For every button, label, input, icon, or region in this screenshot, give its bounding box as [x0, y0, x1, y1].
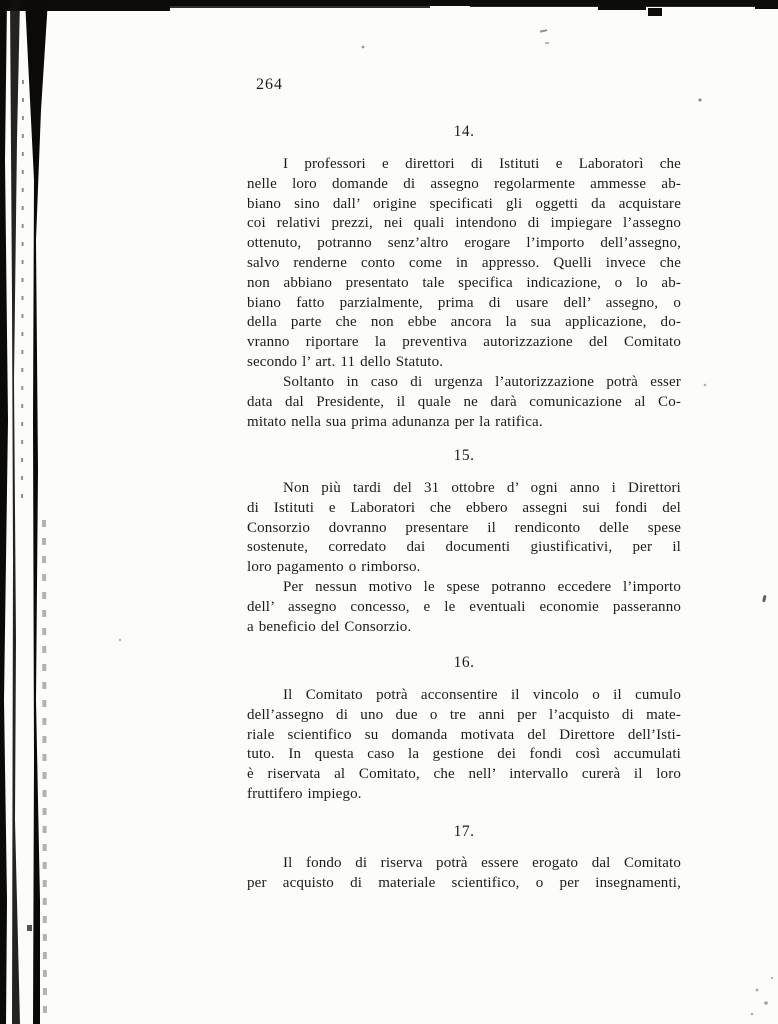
text-line: nelle loro domande di assegno regolarmente ammesse ab- [247, 175, 681, 192]
text-line: salvo renderne conto come in appresso. Quelli invece che [247, 254, 681, 271]
section-heading: 16. [453, 654, 475, 671]
text-line: per acquisto di materiale scientifico, o per insegnamenti, [247, 874, 681, 891]
text-line: dell’ assegno concesso, e le eventuali economie passeranno [247, 598, 681, 615]
text-line: della parte che non ebbe ancora la sua applicazione, do- [247, 314, 681, 331]
paragraph [247, 155, 681, 373]
text-line: Consorzio dovranno presentare il rendiconto delle spese [247, 519, 681, 536]
paragraph [247, 373, 681, 432]
text-line: è riservata al Comitato, che nell’ intervallo curerà il loro [247, 766, 681, 783]
text-line: data dal Presidente, il quale ne darà comunicazione al Co- [247, 393, 681, 410]
text-line: ottenuto, potranno senz’altro erogare l’importo dell’assegno, [247, 235, 681, 252]
text-line: Il Comitato potrà acconsentire il vincolo o il cumulo [283, 687, 681, 703]
text-line: secondo l’ art. 11 dello Statuto. [247, 353, 444, 370]
text-line: vranno riportare la preventiva autorizzazione del Comitato [247, 334, 681, 351]
text-line: Per nessun motivo le spese potranno eccedere l’importo [283, 579, 681, 595]
text-line: riale scientifico su domanda motivata del Direttore dell’Isti- [247, 726, 681, 743]
text-line: biano fatto parzialmente, prima di usare dell’ assegno, o [247, 294, 681, 311]
text-line: Non più tardi del 31 ottobre d’ ogni anno i Direttori [283, 480, 681, 496]
page-content [247, 0, 681, 1024]
paragraph [247, 686, 681, 805]
text-line: sostenute, corredato dai documenti giustificativi, per il [247, 539, 681, 556]
text-line: dell’assegno di uno due o tre anni per l’acquisto di mate- [247, 706, 681, 723]
text-line: Soltanto in caso di urgenza l’autorizzazione potrà esser [283, 374, 681, 390]
paragraph [247, 479, 681, 578]
text-line: fruttifero impiego. [247, 785, 362, 802]
text-line: a beneficio del Consorzio. [247, 618, 412, 635]
text-line: loro pagamento o rimborso. [247, 559, 421, 576]
section-heading: 14. [453, 123, 475, 140]
text-line: Il fondo di riserva potrà essere erogato dal Comitato [283, 855, 681, 871]
page-number: 264 [256, 76, 283, 93]
section-heading: 15. [453, 447, 475, 464]
text-line: biano sino dall’ origine specificati gli oggetti da acquistare [247, 195, 681, 212]
text-line: di Istituti e Laboratori che ebbero assegni sui fondi del [247, 499, 681, 516]
text-line: coi relativi prezzi, nei quali intendono di impiegare l’assegno [247, 215, 681, 232]
paragraph [247, 854, 681, 894]
text-line: tuto. In questa caso la gestione dei fondi così accumulati [247, 746, 681, 763]
text-line: non abbiano presentato tale specifica indicazione, o lo ab- [247, 274, 681, 291]
left-binding-streaks [0, 0, 48, 1024]
paragraph [247, 578, 681, 637]
section-heading: 17. [453, 823, 475, 840]
text-line: I professori e direttori di Istituti e Laboratorì che [283, 156, 681, 172]
text-line: mitato nella sua prima adunanza per la ratifica. [247, 413, 543, 430]
